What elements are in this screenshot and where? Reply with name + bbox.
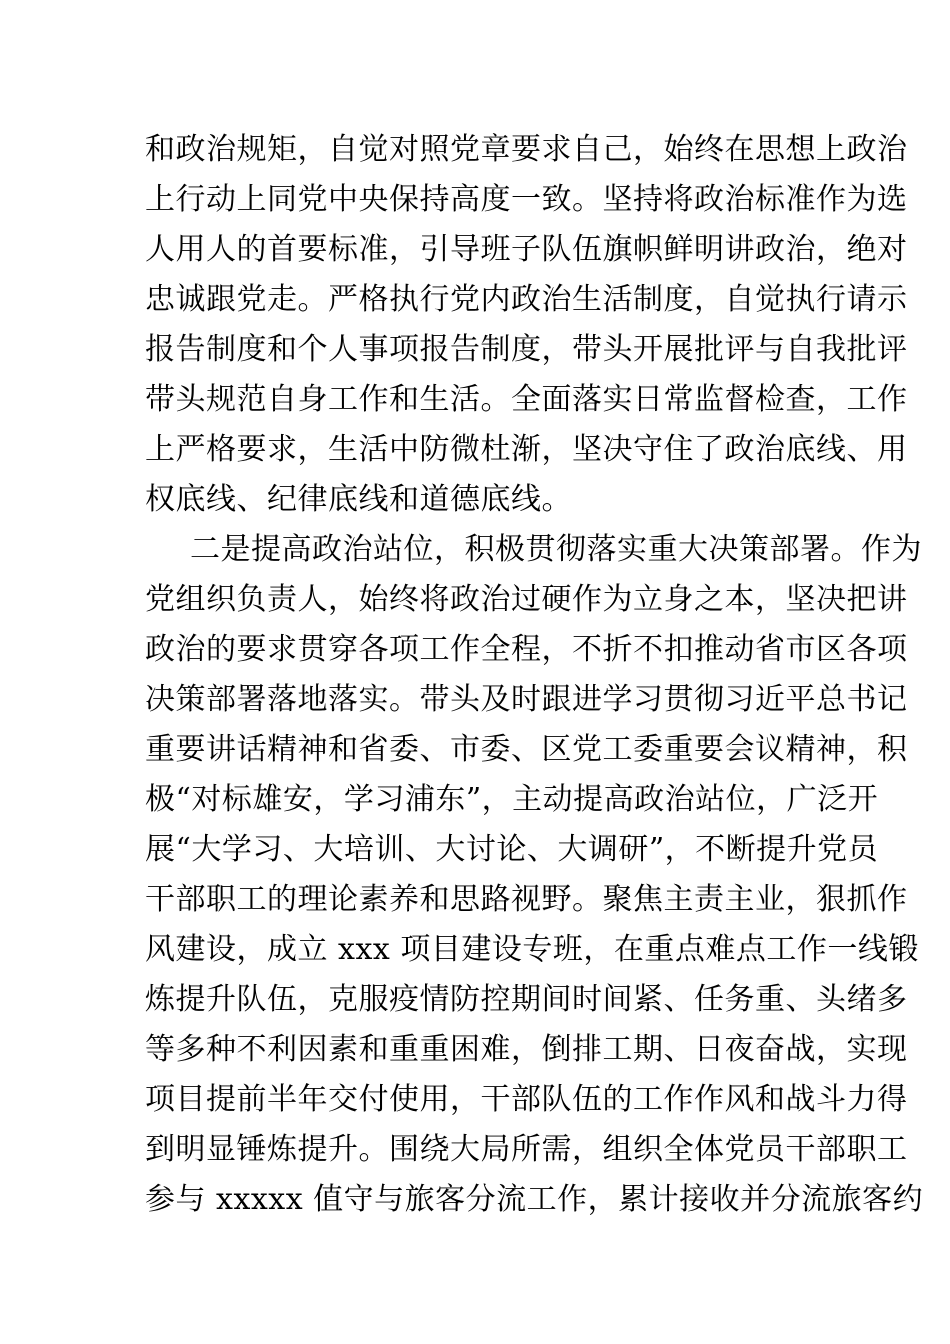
text-line: 政治的要求贯穿各项工作全程，不折不扣推动省市区各项 [145,632,908,667]
text-line: 干部职工的理论素养和思路视野。聚焦主责主业，狠抓作 [145,882,908,917]
text-line: 人用人的首要标准，引导班子队伍旗帜鲜明讲政治，绝对 [145,232,908,267]
text-line: 等多种不利因素和重重困难，倒排工期、日夜奋战，实现 [145,1032,908,1067]
text-line: 炼提升队伍，克服疫情防控期间时间紧、任务重、头绪多 [145,982,908,1017]
paragraph-heading-line: 二是提高政治站位，积极贯彻落实重大决策部署。作为 [190,532,922,567]
text-line: 权底线、纪律底线和道德底线。 [145,482,572,517]
text-line: 参与 xxxxx 值守与旅客分流工作，累计接收并分流旅客约 [145,1182,924,1217]
text-line: 展“大学习、大培训、大讨论、大调研”，不断提升党员 [145,832,879,867]
text-line: 决策部署落地落实。带头及时跟进学习贯彻习近平总书记 [145,682,908,717]
text-line: 项目提前半年交付使用，干部队伍的工作作风和战斗力得 [145,1082,908,1117]
text-line: 带头规范自身工作和生活。全面落实日常监督检查，工作 [145,382,908,417]
text-line: 重要讲话精神和省委、市委、区党工委重要会议精神，积 [145,732,908,767]
text-line: 风建设，成立 xxx 项目建设专班，在重点难点工作一线锻 [145,932,919,967]
text-line: 上行动上同党中央保持高度一致。坚持将政治标准作为选 [145,182,908,217]
text-line: 忠诚跟党走。严格执行党内政治生活制度，自觉执行请示 [145,282,908,317]
text-line: 到明显锤炼提升。围绕大局所需，组织全体党员干部职工 [145,1132,908,1167]
text-line: 上严格要求，生活中防微杜渐，坚决守住了政治底线、用 [145,432,908,467]
text-line: 和政治规矩，自觉对照党章要求自己，始终在思想上政治 [145,132,908,167]
text-line: 党组织负责人，始终将政治过硬作为立身之本，坚决把讲 [145,582,908,617]
text-line: 极“对标雄安，学习浦东”，主动提高政治站位，广泛开 [145,782,879,817]
text-line: 报告制度和个人事项报告制度，带头开展批评与自我批评 [145,332,908,367]
